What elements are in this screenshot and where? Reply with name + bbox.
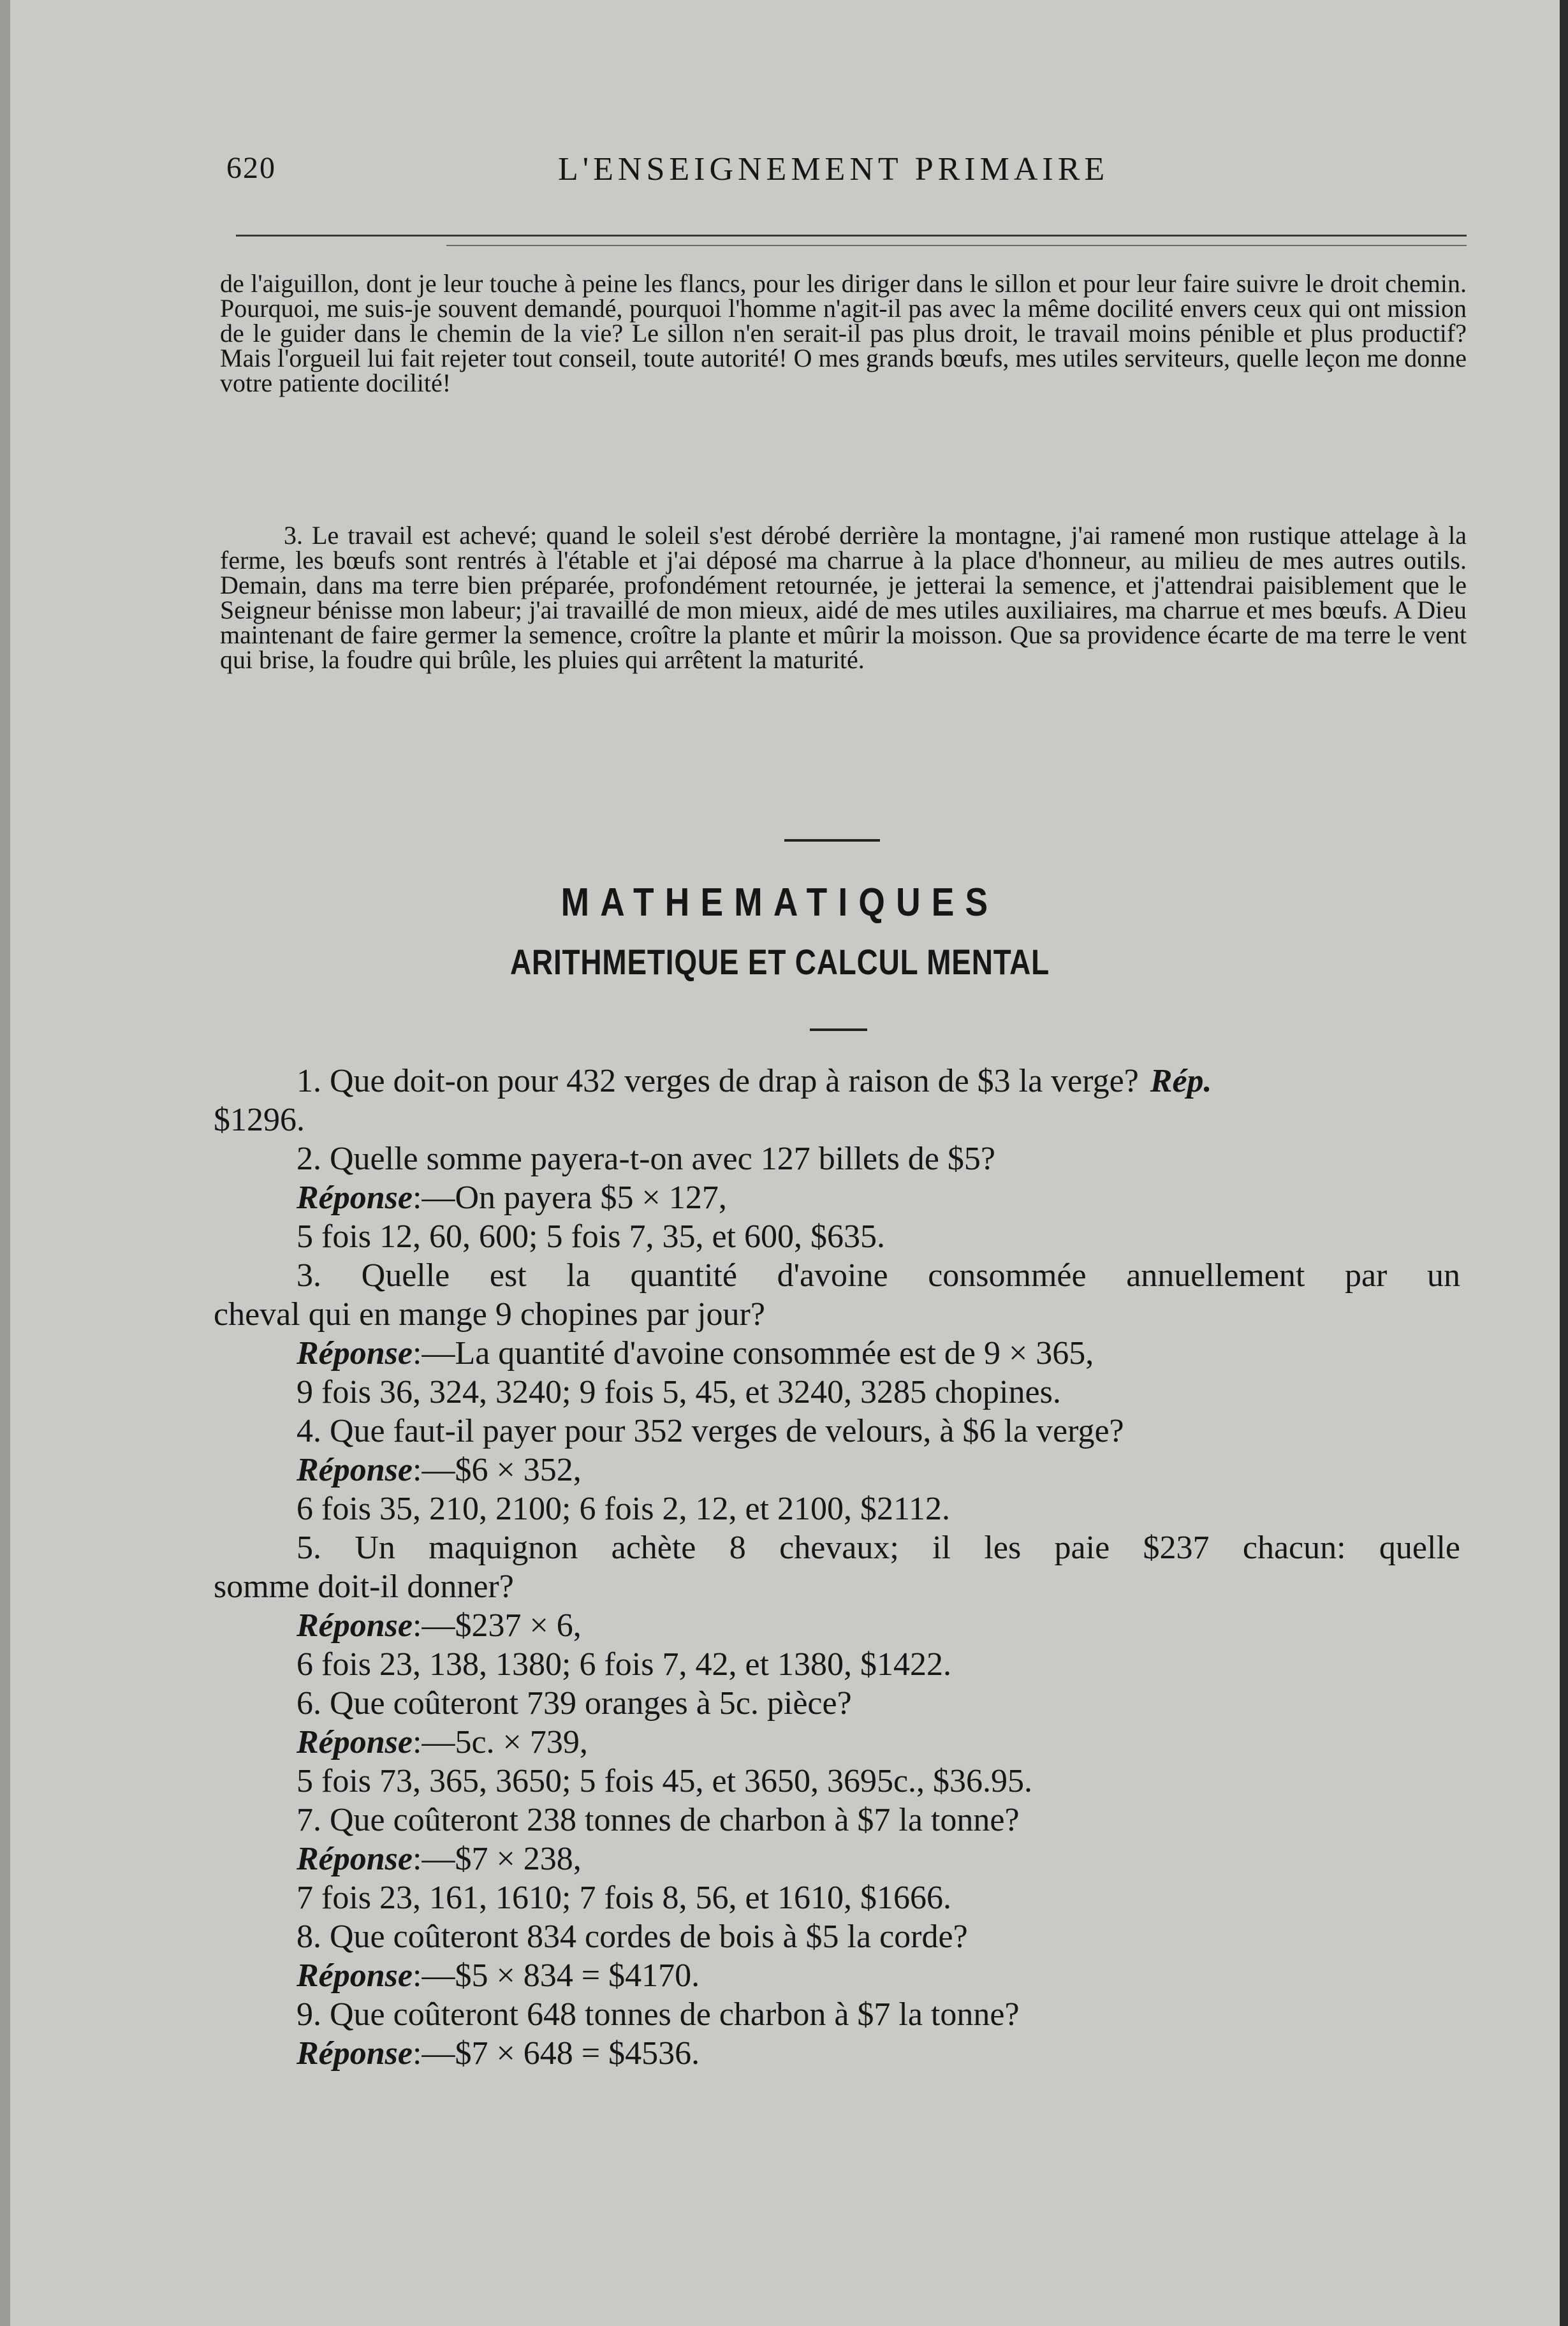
problem-6-calc: 5 fois 73, 365, 3650; 5 fois 45, et 3650, 3695c., $36.95. [297, 1763, 1033, 1799]
section-title: MATHEMATIQUES [561, 881, 999, 925]
problem-6-response [214, 1723, 1467, 1762]
problem-text: 1. Que doit-on pour 432 verges de drap à raison de $3 la verge? [297, 1063, 1139, 1099]
problem-8: 8. Que coûteront 834 cordes de bois à $5 la corde? [297, 1919, 968, 1955]
scan-border [1560, 0, 1568, 2326]
response-label: Réponse [297, 1607, 413, 1644]
running-title: L'ENSEIGNEMENT PRIMAIRE [558, 151, 1110, 187]
header-rule-thin [446, 245, 1467, 246]
response-text: :—$6 × 352, [413, 1452, 582, 1488]
problem-3-calc: 9 fois 36, 324, 3240; 9 fois 5, 45, et 3240, 3285 chopines. [297, 1374, 1061, 1410]
page-gutter-shadow [0, 0, 10, 2326]
problem-5 [214, 1528, 1467, 1567]
problem-5-response [214, 1606, 1467, 1645]
problem-text: 5. Un maquignon achète 8 chevaux; il les paie $237 chacun: quelle [297, 1530, 1460, 1566]
problem-2-response [214, 1178, 1467, 1217]
answer-label: Rép. [1150, 1063, 1212, 1099]
problem-1-answer: $1296. [214, 1102, 305, 1138]
response-label: Réponse [297, 1335, 413, 1371]
paragraph-continued: de l'aiguillon, dont je leur touche à peine les flancs, pour les diriger dans le sillon et pour leur faire suivre le droit chemin. Pourquoi, me suis-je souvent demandé, pourquoi l'homme n'agit-il pas avec la même docilité envers ceux qui ont mission de le guider dans le chemin de la vie? Le sillon n'en serait-il pas plus droit, le travail moins pénible et plus productif? Mais l'orgueil lui fait rejeter tout conseil, toute autorité! O mes grands bœufs, mes utiles serviteurs, quelle leçon me donne votre patiente docilité! [220, 269, 1467, 397]
response-text: :—5c. × 739, [413, 1724, 588, 1760]
page-header [226, 150, 1467, 201]
problem-7-response [214, 1840, 1467, 1878]
problem-text: 3. Quelle est la quantité d'avoine consommée annuellement par un [297, 1257, 1460, 1294]
problem-3-response [214, 1334, 1467, 1373]
problem-4-response [214, 1451, 1467, 1489]
problem-8-response [214, 1956, 1467, 1995]
response-text: :—La quantité d'avoine consommée est de 9 × 365, [413, 1335, 1094, 1371]
response-label: Réponse [297, 1724, 413, 1760]
response-label: Réponse [297, 1841, 413, 1877]
paragraph-3: 3. Le travail est achevé; quand le soleil s'est dérobé derrière la montagne, j'ai ramené mon rustique attelage à la ferme, les bœufs sont rentrés à l'étable et j'ai déposé ma charrue à la place d'honneur, au milieu de mes autres outils. Demain, dans ma terre bien préparée, profondément retournée, je jetterai la semence, et j'attendrai paisiblement que le Seigneur bénisse mon labeur; j'ai travaillé de mon mieux, aidé de mes utiles auxiliaires, ma charrue et mes bœufs. A Dieu maintenant de faire germer la semence, croître la plante et mûrir la moisson. Que sa providence écarte de ma terre le vent qui brise, la foudre qui brûle, les pluies qui arrêtent la maturité. [220, 521, 1467, 674]
response-text: :—$7 × 648 = $4536. [413, 2035, 700, 2072]
response-text: :—$7 × 238, [413, 1841, 582, 1877]
header-rule [236, 235, 1467, 237]
problem-9-response [214, 2034, 1467, 2073]
response-text: :—$237 × 6, [413, 1607, 582, 1644]
response-label: Réponse [297, 1452, 413, 1488]
problem-list [214, 1062, 1467, 2073]
problem-3-cont: cheval qui en mange 9 chopines par jour? [214, 1296, 765, 1333]
problem-3 [214, 1256, 1467, 1295]
section-subtitle: ARITHMETIQUE ET CALCUL MENTAL [509, 942, 1050, 982]
problem-9: 9. Que coûteront 648 tonnes de charbon à $7 la tonne? [297, 1996, 1020, 2033]
problem-5-cont: somme doit-il donner? [214, 1569, 514, 1605]
problem-1 [214, 1062, 1467, 1101]
problem-2-calc: 5 fois 12, 60, 600; 5 fois 7, 35, et 600, $635. [297, 1218, 885, 1255]
problem-7-calc: 7 fois 23, 161, 1610; 7 fois 8, 56, et 1610, $1666. [297, 1880, 951, 1916]
response-text: :—$5 × 834 = $4170. [413, 1957, 700, 1994]
section-separator [784, 839, 880, 842]
problem-6: 6. Que coûteront 739 oranges à 5c. pièce? [297, 1685, 852, 1722]
problem-4-calc: 6 fois 35, 210, 2100; 6 fois 2, 12, et 2100, $2112. [297, 1491, 951, 1527]
subtitle-separator [810, 1028, 867, 1031]
problem-5-calc: 6 fois 23, 138, 1380; 6 fois 7, 42, et 1380, $1422. [297, 1646, 951, 1683]
problem-7: 7. Que coûteront 238 tonnes de charbon à $7 la tonne? [297, 1802, 1020, 1838]
page-number: 620 [226, 151, 276, 185]
response-label: Réponse [297, 1957, 413, 1994]
response-label: Réponse [297, 1180, 413, 1216]
problem-4: 4. Que faut-il payer pour 352 verges de velours, à $6 la verge? [297, 1413, 1124, 1449]
response-label: Réponse [297, 2035, 413, 2072]
response-text: :—On payera $5 × 127, [413, 1180, 727, 1216]
problem-2: 2. Quelle somme payera-t-on avec 127 billets de $5? [297, 1141, 995, 1177]
